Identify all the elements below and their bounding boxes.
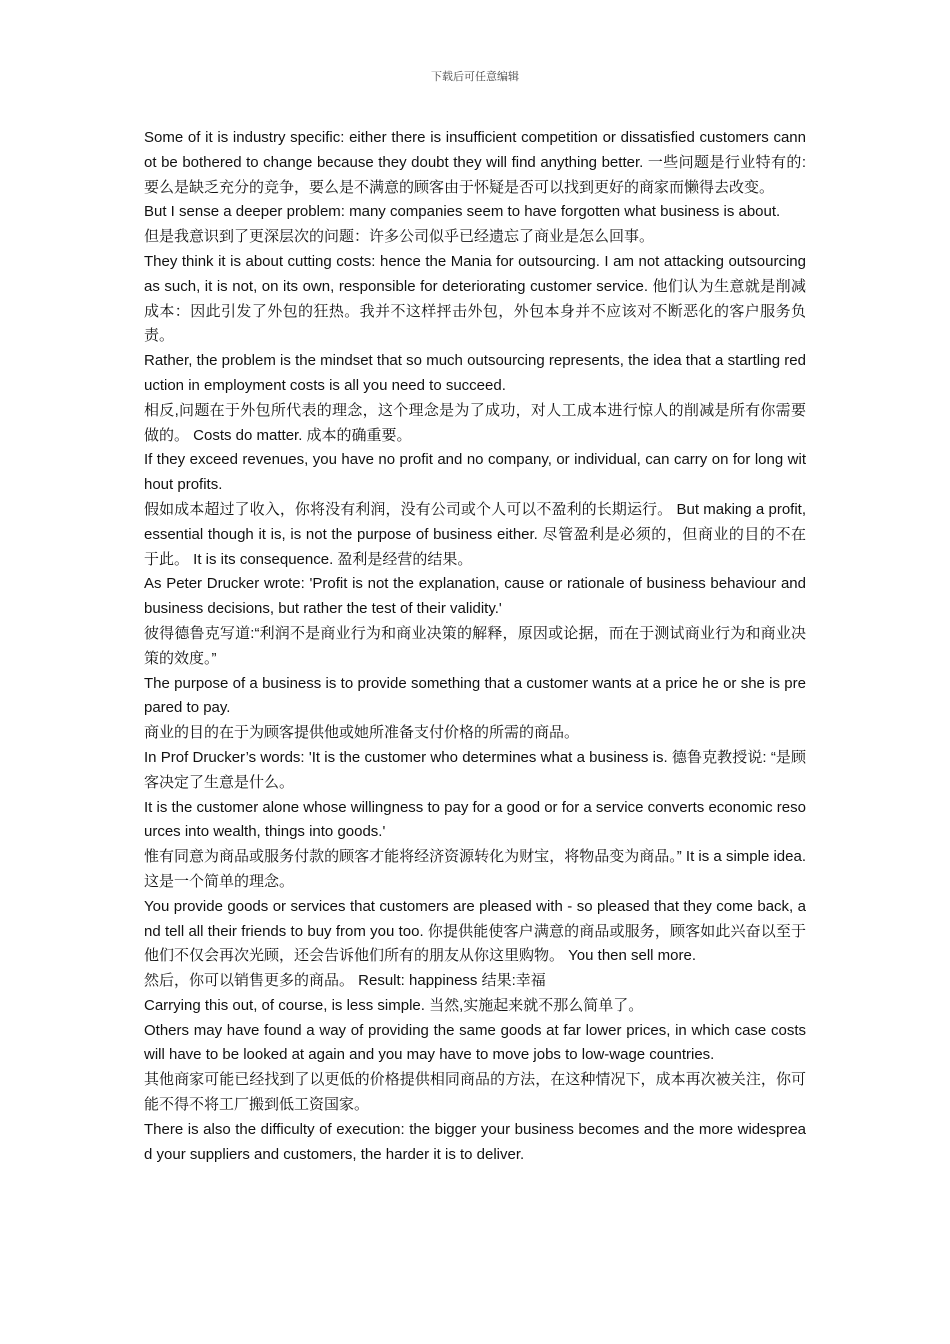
paragraph: 其他商家可能已经找到了以更低的价格提供相同商品的方法，在这种情况下，成本再次被关注，你可能不得不将工厂搬到低工资国家。 (144, 1071, 806, 1114)
paragraph: It is the customer alone whose willingness to pay for a good or for a service converts economic resources into wealth, things into goods.' (144, 798, 806, 841)
paragraph: If they exceed revenues, you have no profit and no company, or individual, can carry on for long without profits. (144, 451, 806, 494)
page-header-note: 下载后可任意编辑 (431, 70, 519, 83)
paragraph: But I sense a deeper problem: many companies seem to have forgotten what business is about. (144, 203, 781, 221)
paragraph: 相反,问题在于外包所代表的理念，这个理念是为了成功，对人工成本进行惊人的削减是所有你需要做的。 Costs do matter. 成本的确重要。 (144, 401, 806, 444)
paragraph: 商业的目的在于为顾客提供他或她所准备支付价格的所需的商品。 (144, 724, 580, 742)
paragraph: 彼得德鲁克写道:“利润不是商业行为和商业决策的解释，原因或论据，而在于测试商业行为和商业决策的效度。” (144, 624, 806, 667)
paragraph: You provide goods or services that customers are pleased with - so pleased that they come back, and tell all their friends to buy from you too. 你提供能使客户满意的商品或服务，顾客如此兴奋以至于他们不仅会再次光顾，还会告诉他们所有的朋友从你这里购物。 You then sell more. (144, 897, 806, 965)
paragraph: Some of it is industry specific: either there is insufficient competition or dissatisfied customers cannot be bothered to change because they doubt they will find anything better. 一些问题是行业特有的: 要么是缺乏充分的竞争，要么是不满意的顾客由于怀疑是否可以找到更好的商家而懒得去改变。 (144, 129, 806, 196)
paragraph: 假如成本超过了收入，你将没有利润，没有公司或个人可以不盈利的长期运行。 But making a profit, essential though it is, is not the purpose of business either. 尽管盈利是必须的，但商业的目的不在于此。 It is its consequence. 盈利是经营的结果。 (144, 500, 806, 568)
paragraph: Rather, the problem is the mindset that so much outsourcing represents, the idea that a startling reduction in employment costs is all you need to succeed. (144, 352, 806, 394)
paragraph: 惟有同意为商品或服务付款的顾客才能将经济资源转化为财宝，将物品变为商品。” It is a simple idea. 这是一个简单的理念。 (144, 848, 806, 890)
paragraph: Carrying this out, of course, is less simple. 当然,实施起来就不那么简单了。 (144, 996, 644, 1014)
paragraph: In Prof Drucker’s words: 'It is the customer who determines what a business is. 德鲁克教授说: “是顾客决定了生意是什么。 (144, 748, 806, 791)
paragraph: They think it is about cutting costs: hence the Mania for outsourcing. I am not attacking outsourcing as such, it is not, on its own, responsible for deteriorating customer service. 他们认为生意就是削减成本：因此引发了外包的狂热。我并不这样抨击外包，外包本身并不应该对不断恶化的客户服务负责。 (144, 252, 806, 345)
paragraph: Others may have found a way of providing the same goods at far lower prices, in which case costs will have to be looked at again and you may have to move jobs to low-wage countries. (144, 1021, 806, 1064)
paragraph: 然后，你可以销售更多的商品。 Result: happiness 结果:幸福 (144, 972, 546, 990)
document-body (144, 126, 806, 1167)
paragraph: The purpose of a business is to provide something that a customer wants at a price he or she is prepared to pay. (144, 674, 806, 717)
paragraph: As Peter Drucker wrote: 'Profit is not the explanation, cause or rationale of business behaviour and business decisions, but rather the test of their validity.' (144, 575, 806, 618)
paragraph: 但是我意识到了更深层次的问题：许多公司似乎已经遗忘了商业是怎么回事。 (144, 228, 655, 246)
paragraph: There is also the difficulty of execution: the bigger your business becomes and the more widespread your suppliers and customers, the harder it is to deliver. (144, 1120, 806, 1163)
